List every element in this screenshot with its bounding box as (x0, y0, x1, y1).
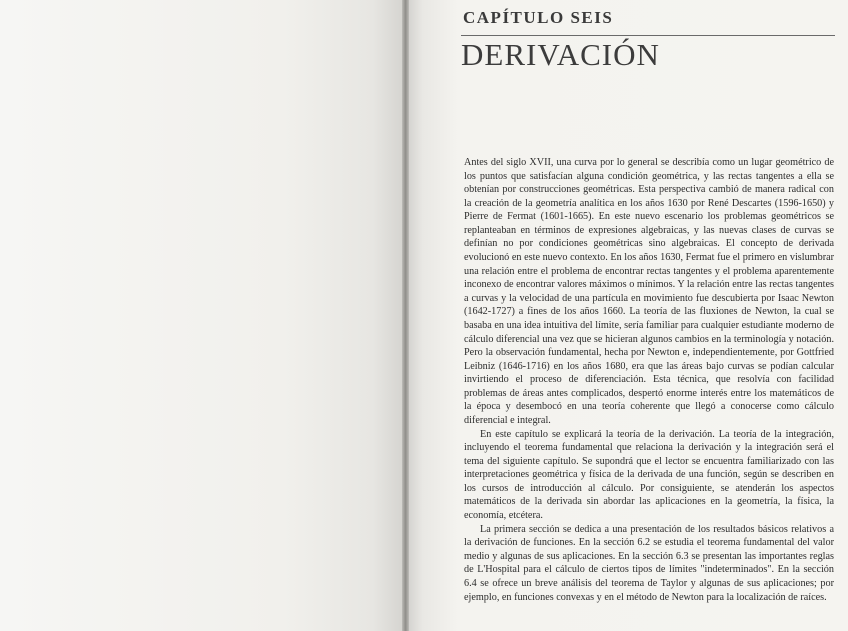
paragraph-2: En este capítulo se explicará la teoría de la derivación. La teoría de la integración, incluyendo el teorema fundamental que relaciona la derivación y la integración será el tema del siguiente capítulo. Se supondrá que el lector se encuentra familiarizado con las interpretaciones geométrica y física de la derivada de una función, según se describen en los cursos de introducción al cálculo. Por consiguiente, se atenderán los aspectos matemáticos de la derivada sin abordar las aplicaciones en la geometría, la física, la economía, etcétera. (464, 428, 834, 522)
header-rule (461, 35, 835, 36)
paragraph-1: Antes del siglo XVII, una curva por lo general se describía como un lugar geométrico de los puntos que satisfacían alguna condición geométrica, y las rectas tangentes a ella se obtenían por construcciones geométricas. Esta perspectiva cambió de manera radical con la creación de la geometría analítica en los años 1630 por René Descartes (1596-1650) y Pierre de Fermat (1601-1665). En este nuevo escenario los problemas geométricos se replanteaban en términos de expresiones algebraicas, y las nuevas clases de curvas se definían no por condiciones geométricas sino algebraicas. El concepto de derivada evolucionó en este nuevo contexto. En los años 1630, Fermat fue el primero en vislumbrar una relación entre el problema de encontrar rectas tangentes y el problema aparentemente inconexo de encontrar valores máximos o mínimos. Y la relación entre las rectas tangentes a curvas y la velocidad de una partícula en movimiento fue descubierta por Isaac Newton (1642-1727) a fines de los años 1660. La teoría de las fluxiones de Newton, la cual se basaba en una idea intuitiva del límite, sería familiar para cualquier estudiante moderno de cálculo diferencial una vez que se hicieran algunos cambios en la terminología y notación. Pero la observación fundamental, hecha por Newton e, independientemente, por Gottfried Leibniz (1646-1716) en los años 1680, era que las áreas bajo curvas se podían calcular invirtiendo el proceso de diferenciación. Esta técnica, que resolvía con facilidad problemas de áreas antes complicados, despertó enorme interés entre los matemáticos de la época y desembocó en una teoría coherente que llegó a conocerse como cálculo diferencial e integral. (464, 157, 834, 426)
left-page-blank (0, 0, 405, 631)
book-gutter (402, 0, 409, 631)
paragraph-3: La primera sección se dedica a una presentación de los resultados básicos relativos a la derivación de funciones. En la sección 6.2 se estudia el teorema fundamental del valor medio y algunas de sus aplicaciones. En la sección 6.3 se presentan las importantes reglas de L'Hospital para el cálculo de ciertos tipos de límites "indeterminados". En la sección 6.4 se ofrece un breve análisis del teorema de Taylor y algunas de sus aplicaciones; por ejemplo, en funciones convexas y en el método de Newton para la localización de raíces. (464, 523, 834, 603)
chapter-label: CAPÍTULO SEIS (463, 8, 614, 27)
chapter-title: DERIVACIÓN (461, 37, 660, 72)
chapter-intro-text (464, 156, 834, 604)
